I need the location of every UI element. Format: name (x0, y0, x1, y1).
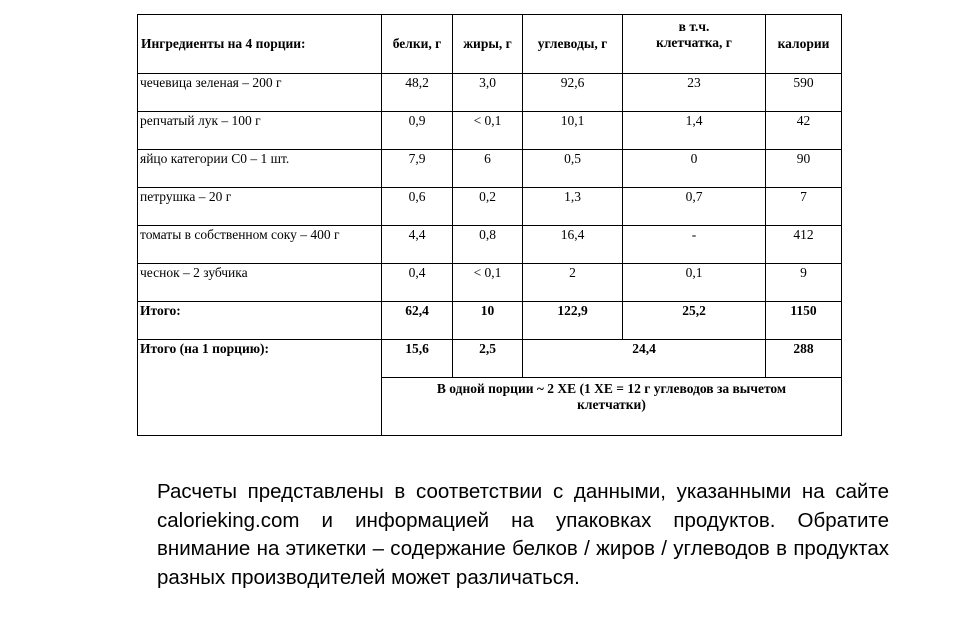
bread-unit-note: В одной порции ~ 2 ХЕ (1 ХЕ = 12 г углеводов за вычетом клетчатки) (382, 378, 842, 436)
header-fiber (623, 15, 766, 74)
header-calories: калории (766, 15, 842, 74)
table-header-row (138, 15, 842, 74)
table-row (138, 112, 842, 150)
fat-value: 3,0 (453, 74, 523, 112)
total-protein: 62,4 (382, 302, 453, 340)
protein-value: 48,2 (382, 74, 453, 112)
fiber-value: - (623, 226, 766, 264)
total-label: Итого: (138, 302, 382, 340)
total-carbs: 122,9 (523, 302, 623, 340)
calories-value: 590 (766, 74, 842, 112)
total-fiber: 25,2 (623, 302, 766, 340)
per-portion-row (138, 340, 842, 378)
protein-value: 7,9 (382, 150, 453, 188)
header-carbs: углеводы, г (523, 15, 623, 74)
header-protein: белки, г (382, 15, 453, 74)
fat-value: 0,8 (453, 226, 523, 264)
calories-value: 42 (766, 112, 842, 150)
fat-value: 6 (453, 150, 523, 188)
calories-value: 90 (766, 150, 842, 188)
calories-value: 412 (766, 226, 842, 264)
header-fiber-line1: в т.ч. (678, 19, 710, 34)
carbs-value: 0,5 (523, 150, 623, 188)
source-note-paragraph: Расчеты представлены в соответствии с данными, указанными на сайте calorieking.com и информацией на упаковках продуктов. Обратите внимание на этикетки – содержание белков / жиров / углеводов в продуктах разных производителей может различаться. (157, 480, 889, 589)
protein-value: 4,4 (382, 226, 453, 264)
carbs-value: 1,3 (523, 188, 623, 226)
fiber-value: 0 (623, 150, 766, 188)
nutrition-table (137, 14, 842, 436)
header-ingredients: Ингредиенты на 4 порции: (138, 15, 382, 74)
ingredient-name: репчатый лук – 100 г (138, 112, 382, 150)
total-row (138, 302, 842, 340)
protein-value: 0,6 (382, 188, 453, 226)
calories-value: 7 (766, 188, 842, 226)
carbs-value: 92,6 (523, 74, 623, 112)
calories-value: 9 (766, 264, 842, 302)
ingredient-name: томаты в собственном соку – 400 г (138, 226, 382, 264)
header-fat: жиры, г (453, 15, 523, 74)
ingredient-name: чеснок – 2 зубчика (138, 264, 382, 302)
per-portion-calories: 288 (766, 340, 842, 378)
ingredient-name: петрушка – 20 г (138, 188, 382, 226)
fat-value: < 0,1 (453, 264, 523, 302)
per-portion-net-carbs: 24,4 (523, 340, 766, 378)
fiber-value: 0,1 (623, 264, 766, 302)
table-row (138, 188, 842, 226)
table-row (138, 264, 842, 302)
table-row (138, 74, 842, 112)
per-portion-protein: 15,6 (382, 340, 453, 378)
carbs-value: 16,4 (523, 226, 623, 264)
ingredient-name: яйцо категории С0 – 1 шт. (138, 150, 382, 188)
carbs-value: 10,1 (523, 112, 623, 150)
fiber-value: 0,7 (623, 188, 766, 226)
note-empty-cell (138, 378, 382, 436)
bread-unit-note-row (138, 378, 842, 436)
total-fat: 10 (453, 302, 523, 340)
per-portion-fat: 2,5 (453, 340, 523, 378)
fiber-value: 1,4 (623, 112, 766, 150)
per-portion-label: Итого (на 1 порцию): (138, 340, 382, 378)
carbs-value: 2 (523, 264, 623, 302)
header-fiber-line2: клетчатка, г (656, 35, 732, 50)
fat-value: < 0,1 (453, 112, 523, 150)
fiber-value: 23 (623, 74, 766, 112)
protein-value: 0,4 (382, 264, 453, 302)
ingredient-name: чечевица зеленая – 200 г (138, 74, 382, 112)
protein-value: 0,9 (382, 112, 453, 150)
table-row (138, 150, 842, 188)
fat-value: 0,2 (453, 188, 523, 226)
table-row (138, 226, 842, 264)
total-calories: 1150 (766, 302, 842, 340)
